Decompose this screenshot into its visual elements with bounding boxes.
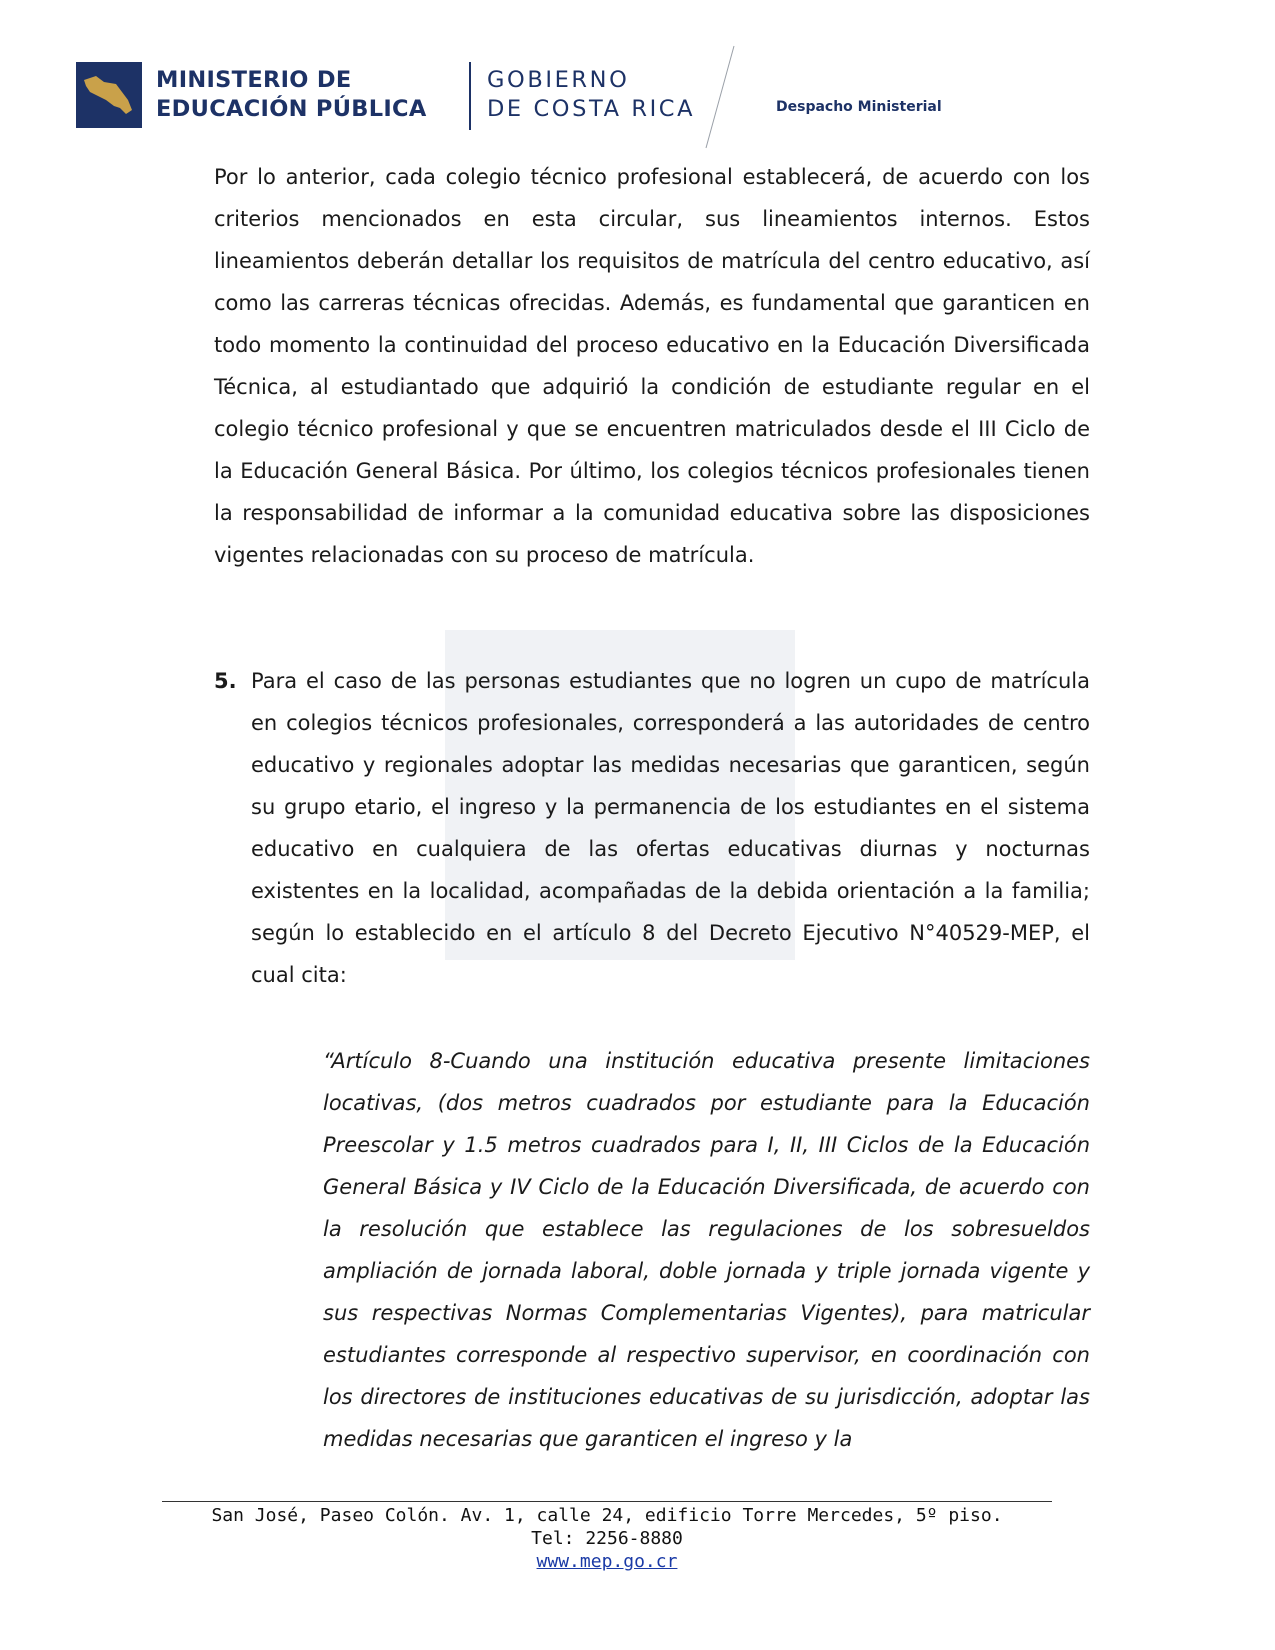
- ministry-name: [156, 66, 427, 124]
- header-slash-divider: [698, 44, 738, 154]
- footer-address: San José, Paseo Colón. Av. 1, calle 24, edificio Torre Mercedes, 5º piso.: [211, 1505, 1003, 1526]
- footer-rule: [162, 1501, 1052, 1502]
- ministry-line-1: MINISTERIO DE: [156, 67, 352, 93]
- ministry-line-2: EDUCACIÓN PÚBLICA: [156, 96, 427, 122]
- letterhead: [76, 44, 976, 154]
- footer: [162, 1504, 1052, 1573]
- office-name: Despacho Ministerial: [776, 99, 942, 115]
- costa-rica-map-icon: [76, 62, 142, 128]
- mep-logo: [76, 62, 142, 128]
- government-name: [487, 66, 695, 124]
- paragraph-1: Por lo anterior, cada colegio técnico profesional establecerá, de acuerdo con los criterios mencionados en esta circular, sus lineamientos internos. Estos lineamientos deberán detallar los requisitos de matrícula del centro educativo, así como las carreras técnicas ofrecidas. Además, es fundamental que garanticen en todo momento la continuidad del proceso educativo en la Educación Diversificada Técnica, al estudiantado que adquirió la condición de estudiante regular en el colegio técnico profesional y que se encuentren matriculados desde el III Ciclo de la Educación General Básica. Por último, los colegios técnicos profesionales tienen la responsabilidad de informar a la comunidad educativa sobre las disposiciones vigentes relacionadas con su proceso de matrícula.: [214, 165, 1090, 567]
- list-item-number: 5.: [214, 669, 237, 693]
- list-item-5: [214, 660, 1090, 996]
- government-line-2: DE COSTA RICA: [487, 96, 696, 122]
- government-line-1: GOBIERNO: [487, 67, 630, 93]
- footer-phone: Tel: 2256-8880: [531, 1528, 683, 1549]
- list-item-text: Para el caso de las personas estudiantes que no logren un cupo de matrícula en colegios técnicos profesionales, corresponderá a las autoridades de centro educativo y regionales adoptar las medidas necesarias que garanticen, según su grupo etario, el ingreso y la permanencia de los estudiantes en el sistema educativo en cualquiera de las ofertas educativas diurnas y nocturnas existentes en la localidad, acompañadas de la debida orientación a la familia; según lo establecido en el artículo 8 del Decreto Ejecutivo N°40529-MEP, el cual cita:: [251, 669, 1090, 987]
- article-quote: “Artículo 8-Cuando una institución educativa presente limitaciones locativas, (dos metros cuadrados por estudiante para la Educación Preescolar y 1.5 metros cuadrados para I, II, III Ciclos de la Educación General Básica y IV Ciclo de la Educación Diversificada, de acuerdo con la resolución que establece las regulaciones de los sobresueldos ampliación de jornada laboral, doble jornada y triple jornada vigente y sus respectivas Normas Complementarias Vigentes), para matricular estudiantes corresponde al respectivo supervisor, en coordinación con los directores de instituciones educativas de su jurisdicción, adoptar las medidas necesarias que garanticen el ingreso y la: [323, 1049, 1090, 1451]
- header-divider: [469, 62, 471, 130]
- footer-website-link[interactable]: www.mep.go.cr: [536, 1551, 678, 1572]
